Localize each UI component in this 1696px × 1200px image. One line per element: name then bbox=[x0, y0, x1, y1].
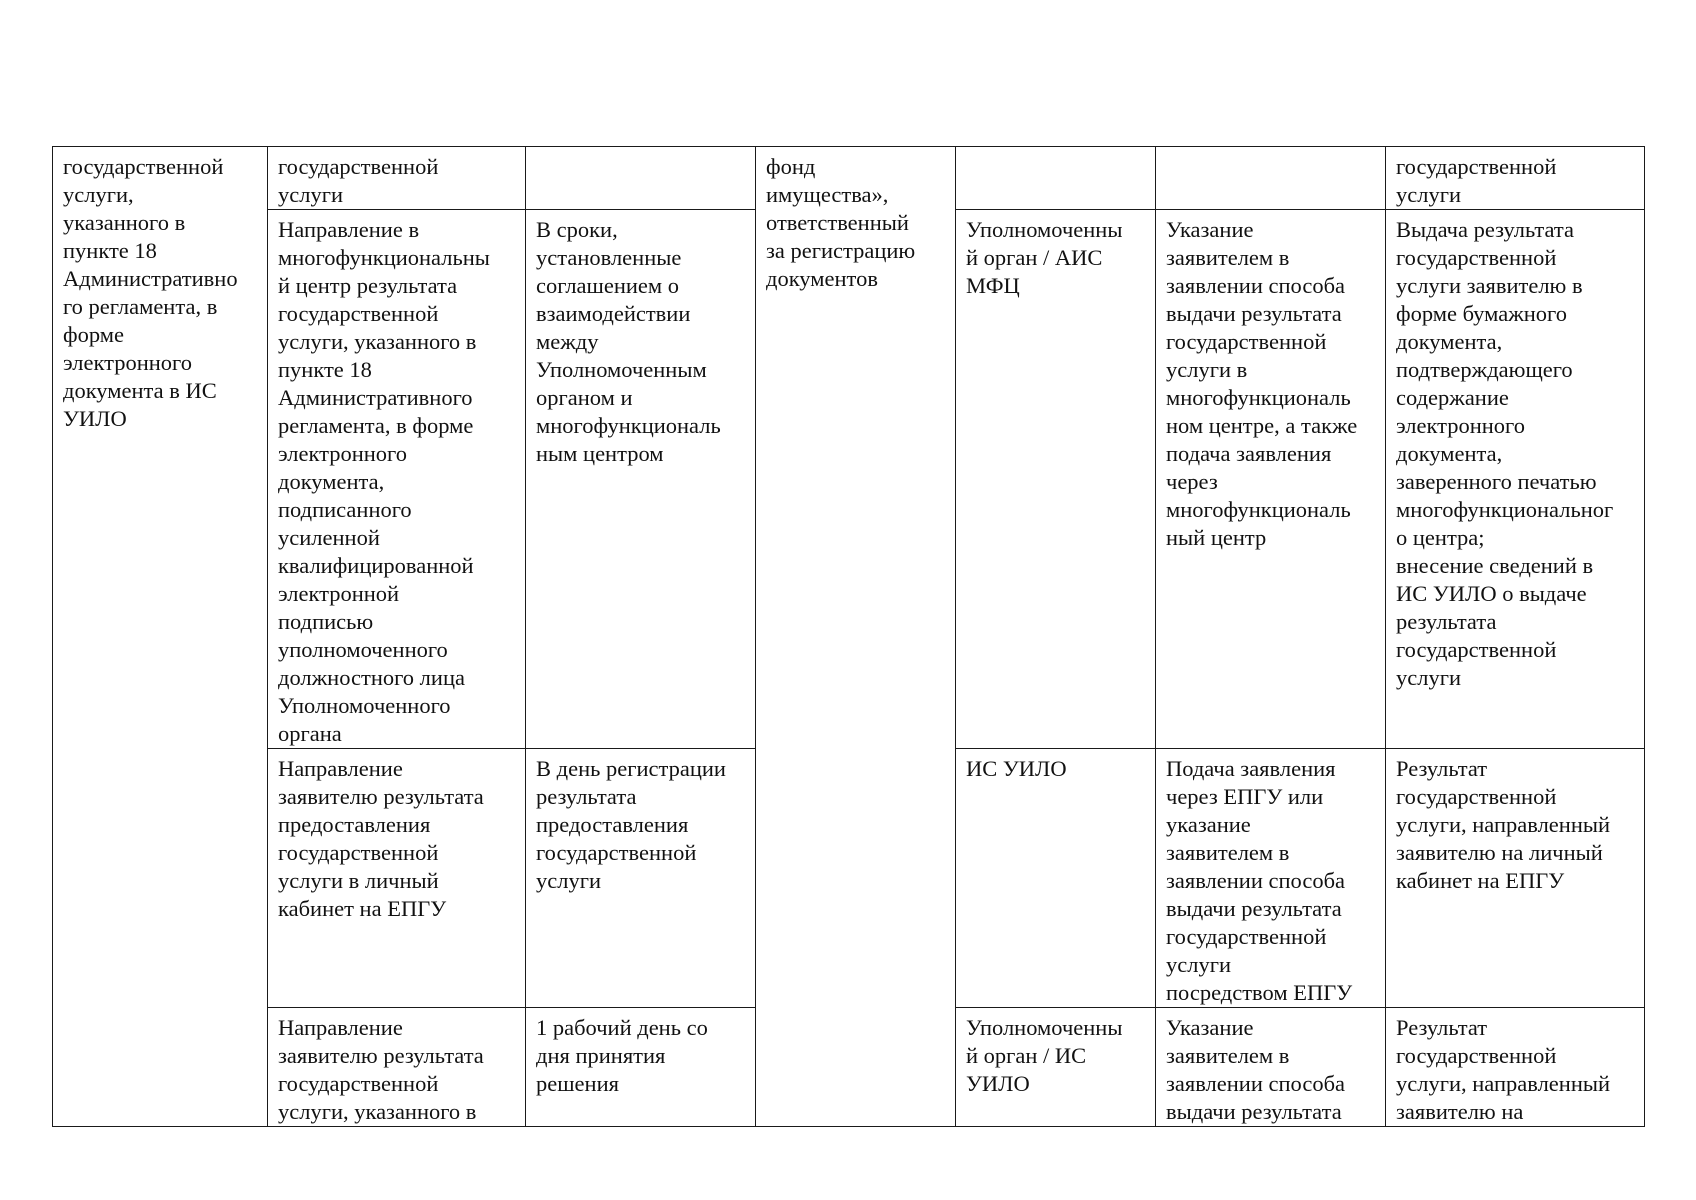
cell-text: Направление заявителю результата государственной услуги, указанного в bbox=[278, 1015, 484, 1124]
table-cell bbox=[526, 749, 756, 1008]
table-cell bbox=[1386, 210, 1645, 749]
cell-text: фонд имущества», ответственный за регистрацию документов bbox=[766, 154, 916, 291]
table-cell bbox=[956, 749, 1156, 1008]
table-cell-service-description bbox=[53, 147, 268, 1127]
table-cell bbox=[1156, 1008, 1386, 1127]
table-cell bbox=[526, 147, 756, 210]
cell-text: Результат государственной услуги, направленный заявителю на личный кабинет на ЕПГУ bbox=[1396, 756, 1611, 893]
cell-text: В день регистрации результата предоставления государственной услуги bbox=[536, 756, 726, 893]
table-cell bbox=[268, 147, 526, 210]
table-cell bbox=[526, 210, 756, 749]
cell-text: Направление заявителю результата предоставления государственной услуги в личный кабинет на ЕПГУ bbox=[278, 756, 484, 921]
cell-text: государственной услуги, указанного в пункте 18 Административно го регламента, в форме электронного документа в ИС УИЛО bbox=[63, 154, 238, 431]
cell-text: ИС УИЛО bbox=[966, 756, 1067, 781]
table-cell bbox=[1156, 147, 1386, 210]
cell-text: Результат государственной услуги, направленный заявителю на bbox=[1396, 1015, 1611, 1124]
cell-text: государственной услуги bbox=[1396, 154, 1557, 207]
cell-text: Указание заявителем в заявлении способа выдачи результата bbox=[1166, 1015, 1346, 1124]
table-cell bbox=[956, 147, 1156, 210]
table-cell bbox=[1386, 749, 1645, 1008]
cell-text: Уполномоченны й орган / ИС УИЛО bbox=[966, 1015, 1123, 1096]
cell-text: государственной услуги bbox=[278, 154, 439, 207]
cell-text: Уполномоченны й орган / АИС МФЦ bbox=[966, 217, 1123, 298]
cell-text: Направление в многофункциональны й центр результата государственной услуги, указанного в пункте 18 Административного регламента, в форме электронного документа, подписанного усиленной квалифицированной электронной подписью уполномоченного должностного лица Уполномоченного органа bbox=[278, 217, 490, 746]
table-cell bbox=[1386, 147, 1645, 210]
cell-text: Подача заявления через ЕПГУ или указание заявителем в заявлении способа выдачи результата государственной услуги посредством ЕПГУ bbox=[1166, 756, 1353, 1005]
table-cell bbox=[268, 749, 526, 1008]
table-cell bbox=[268, 1008, 526, 1127]
cell-text: В сроки, установленные соглашением о взаимодействии между Уполномоченным органом и многофункциональ ным центром bbox=[536, 217, 721, 466]
table-cell bbox=[268, 210, 526, 749]
table-cell bbox=[1386, 1008, 1645, 1127]
table-row bbox=[53, 147, 1645, 210]
table-cell bbox=[1156, 210, 1386, 749]
cell-text: Выдача результата государственной услуги заявителю в форме бумажного документа, подтверждающего содержание электронного документа, заверенного печатью многофункциональног о центра; внесение сведений в ИС УИЛО о выдаче результата государственной услуги bbox=[1396, 217, 1614, 690]
table-cell bbox=[956, 1008, 1156, 1127]
cell-text: 1 рабочий день со дня принятия решения bbox=[536, 1015, 708, 1096]
table-cell bbox=[1156, 749, 1386, 1008]
table-cell bbox=[526, 1008, 756, 1127]
table-cell-responsible-official bbox=[756, 147, 956, 1127]
cell-text: Указание заявителем в заявлении способа выдачи результата государственной услуги в многофункциональ ном центре, а также подача заявления через многофункциональ ный центр bbox=[1166, 217, 1358, 550]
table-cell bbox=[956, 210, 1156, 749]
procedure-table bbox=[52, 146, 1645, 1127]
